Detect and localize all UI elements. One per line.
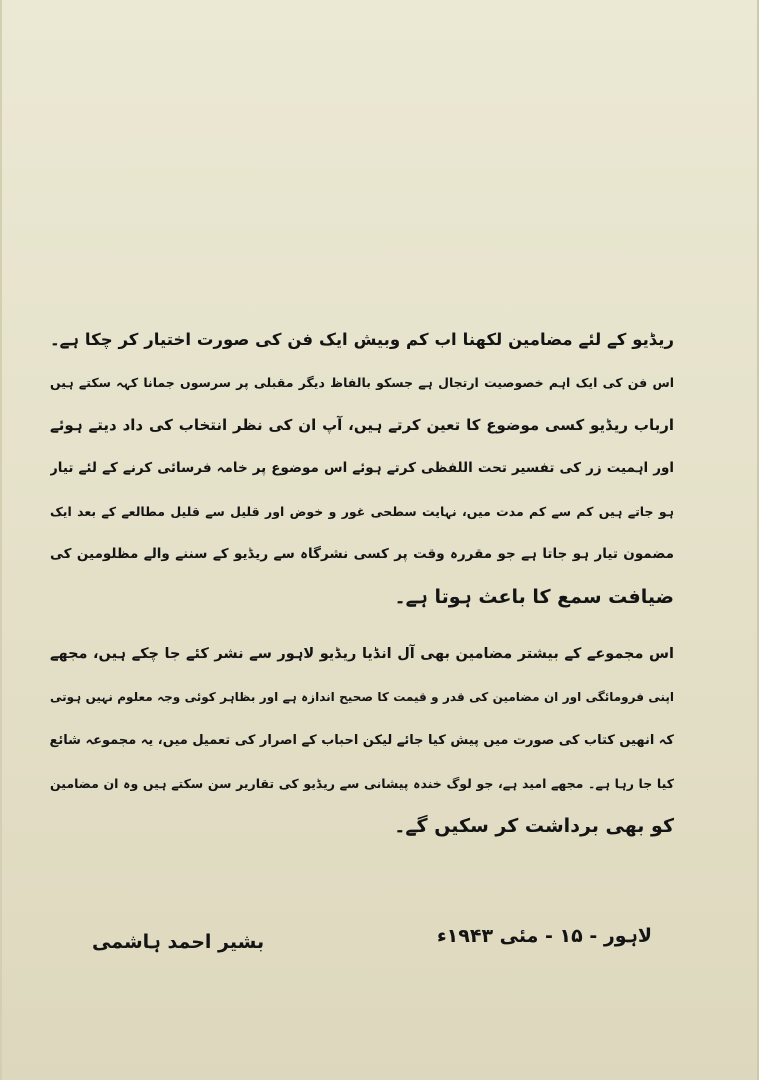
paragraph-1-line-1: ریڈیو کے لئے مضامین لکھنا اب کم وبیش ایک فن کی صورت اختیار کر چکا ہے۔: [50, 330, 674, 349]
signature-row: [92, 916, 652, 956]
paragraph-2-line-2: اپنی فرومائگی اور ان مضامین کی قدر و قیمت کا صحیح اندازہ ہے اور بظاہر کوئی وجہ معلوم نہیں ہوتی: [50, 690, 674, 704]
paragraph-2-line-1: اس مجموعے کے بیشتر مضامین بھی آل انڈیا ریڈیو لاہور سے نشر کئے جا چکے ہیں، مجھے: [50, 646, 674, 662]
paragraph-1-line-5: ہو جاتے ہیں کم سے کم مدت میں، نہایت سطحی غور و خوض اور قلیل سے قلیل مطالعے کے بعد ایک: [50, 504, 674, 519]
paragraph-gap: [50, 619, 674, 633]
paragraph-1-line-2: اس فن کی ایک اہم خصوصیت ارتجال ہے جسکو بالفاظ دیگر مقبلی پر سرسوں جمانا کہہ سکتے ہیں: [50, 375, 674, 390]
paragraph-1-line-3: ارباب ریڈیو کسی موضوع کا تعین کرتے ہیں، آپ ان کی نظر انتخاب کی داد دیتے ہوئے: [50, 416, 674, 434]
paragraph-2-line-4: کیا جا رہا ہے۔ مجھے امید ہے، جو لوگ خندہ پیشانی سے ریڈیو کی تقاریر سن سکتے ہیں وہ ان مضامین: [50, 776, 674, 791]
date-line: لاہور - ۱۵ - مئی ۱۹۴۳ء: [436, 925, 652, 947]
paragraph-1-line-4: اور اہمیت زر کی تفسیر تحت اللفظی کرتے ہوئے اس موضوع پر خامہ فرسائی کرنے کے لئے تیار: [50, 460, 674, 476]
author-signature: بشیر احمد ہاشمی: [92, 931, 265, 953]
preface-text: [50, 318, 674, 848]
paragraph-2-line-3: کہ انھیں کتاب کی صورت میں پیش کیا جائے لیکن احباب کے اصرار کی تعمیل میں، یہ مجموعہ شائع: [50, 733, 674, 748]
paragraph-1-line-6: مضمون تیار ہو جاتا ہے جو مقررہ وقت پر کسی نشرگاہ سے ریڈیو کے سننے والے مظلومین کی: [50, 546, 674, 562]
paragraph-1-line-7: ضیافت سمع کا باعث ہوتا ہے۔: [394, 586, 674, 608]
paragraph-2-line-5: کو بھی برداشت کر سکیں گے۔: [394, 815, 674, 837]
